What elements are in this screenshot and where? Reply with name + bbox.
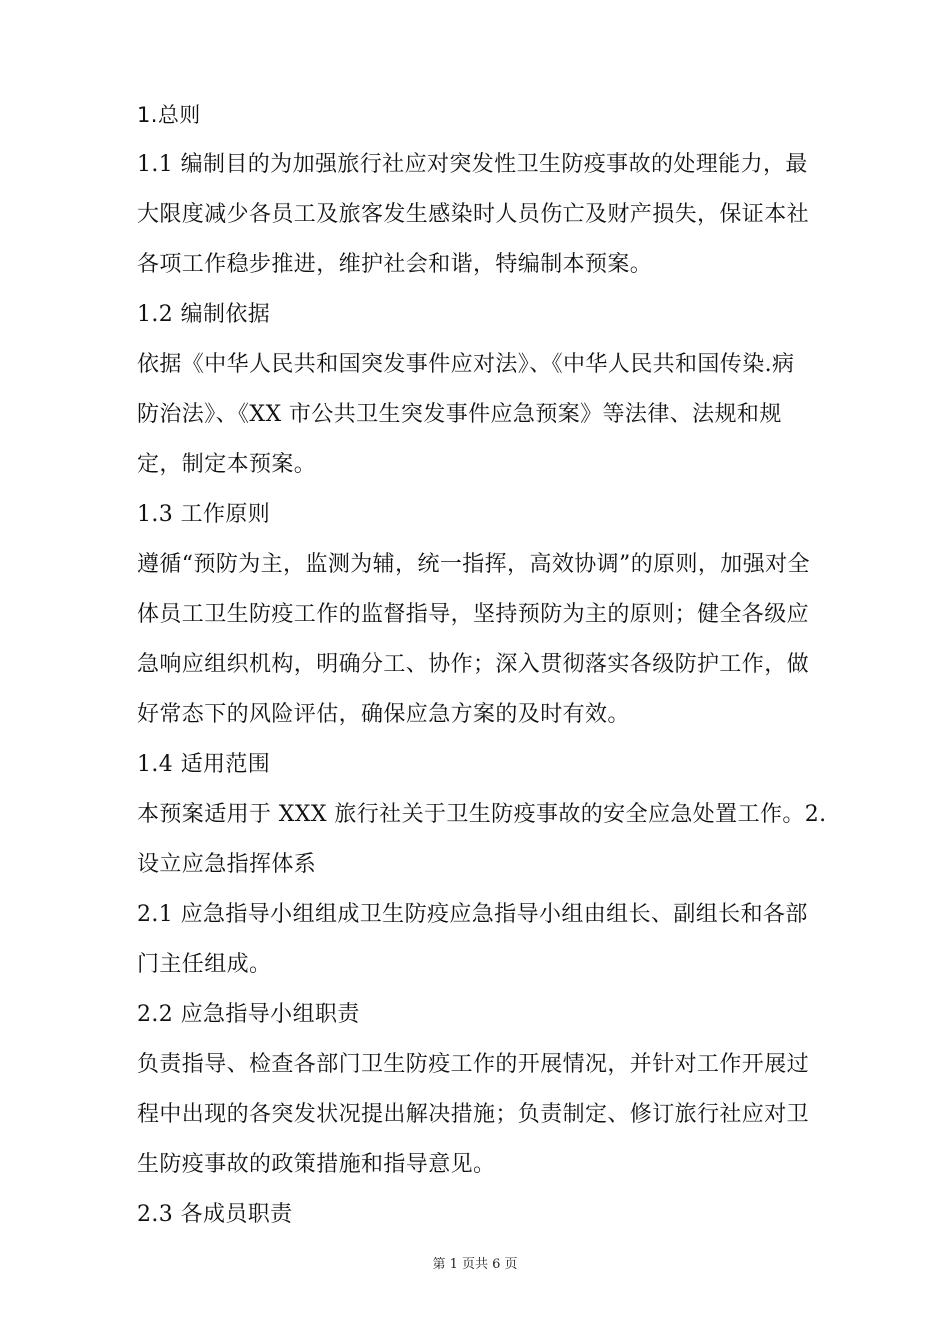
paragraph-line: 好常态下的风险评估，确保应急方案的及时有效。 bbox=[137, 702, 630, 727]
paragraph-line: 大限度减少各员工及旅客发生感染时人员伤亡及财产损失，保证本社 bbox=[137, 202, 810, 227]
paragraph-line: 2.1 应急指导小组组成卫生防疫应急指导小组由组长、副组长和各部 bbox=[137, 902, 808, 927]
paragraph-line: 定，制定本预案。 bbox=[137, 452, 317, 477]
paragraph-line: 门主任组成。 bbox=[137, 952, 272, 977]
subsection-heading: 1.3 工作原则 bbox=[137, 502, 271, 527]
paragraph-line: 遵循“预防为主，监测为辅，统一指挥，高效协调”的原则，加强对全 bbox=[137, 552, 810, 577]
paragraph-line: 依据《中华人民共和国突发事件应对法》、《中华人民共和国传染.病 bbox=[137, 352, 795, 377]
section-heading-general: 1.总则 bbox=[137, 103, 201, 127]
subsection-heading: 1.2 编制依据 bbox=[137, 302, 271, 327]
subsection-heading: 1.4 适用范围 bbox=[137, 752, 271, 777]
subsection-heading: 2.3 各成员职责 bbox=[137, 1202, 293, 1227]
paragraph-line: 1.1 编制目的为加强旅行社应对突发性卫生防疫事故的处理能力，最 bbox=[137, 152, 808, 177]
paragraph-line: 体员工卫生防疫工作的监督指导，坚持预防为主的原则；健全各级应 bbox=[137, 602, 810, 627]
paragraph-line: 本预案适用于 XXX 旅行社关于卫生防疫事故的安全应急处置工作。2. bbox=[137, 802, 827, 827]
document-body bbox=[137, 103, 827, 1253]
subsection-heading: 2.2 应急指导小组职责 bbox=[137, 1002, 360, 1027]
paragraph-line: 各项工作稳步推进，维护社会和谐，特编制本预案。 bbox=[137, 252, 653, 277]
paragraph-line: 负责指导、检查各部门卫生防疫工作的开展情况，并针对工作开展过 bbox=[137, 1052, 810, 1077]
paragraph-line: 生防疫事故的政策措施和指导意见。 bbox=[137, 1152, 496, 1177]
paragraph-line: 急响应组织机构，明确分工、协作；深入贯彻落实各级防护工作，做 bbox=[137, 652, 810, 677]
paragraph-line: 防治法》、《XX 市公共卫生突发事件应急预案》等法律、法规和规 bbox=[137, 402, 782, 427]
section-heading: 设立应急指挥体系 bbox=[137, 852, 317, 877]
page-footer: 第 1 页共 6 页 bbox=[432, 1257, 518, 1272]
paragraph-line: 程中出现的各突发状况提出解决措施；负责制定、修订旅行社应对卫 bbox=[137, 1102, 810, 1127]
